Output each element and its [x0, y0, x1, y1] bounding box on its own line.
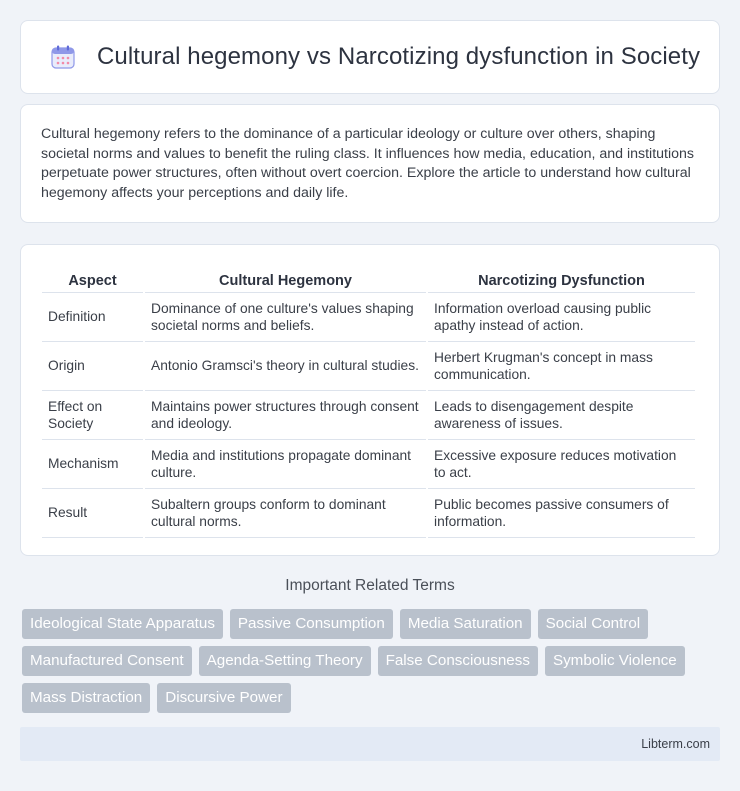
footer — [20, 727, 720, 761]
footer-site-link[interactable]: Libterm.com — [641, 737, 710, 751]
row-aspect: Result — [42, 489, 143, 538]
row-cultural-hegemony: Dominance of one culture's values shaping societal norms and beliefs. — [145, 293, 426, 342]
row-cultural-hegemony: Subaltern groups conform to dominant cultural norms. — [145, 489, 426, 538]
row-aspect: Definition — [42, 293, 143, 342]
related-term-tag[interactable]: Social Control — [538, 609, 649, 639]
related-terms-list — [22, 609, 722, 713]
row-aspect: Mechanism — [42, 440, 143, 489]
row-cultural-hegemony: Media and institutions propagate dominant culture. — [145, 440, 426, 489]
row-narcotizing-dysfunction: Herbert Krugman's concept in mass communication. — [428, 342, 695, 391]
related-term-tag[interactable]: Ideological State Apparatus — [22, 609, 223, 639]
related-term-tag[interactable]: Symbolic Violence — [545, 646, 685, 676]
intro-card — [20, 104, 720, 223]
calendar-icon — [49, 43, 77, 71]
intro-text: Cultural hegemony refers to the dominance of a particular ideology or culture over others, shaping societal norms and values to benefit the ruling class. It influences how media, education, and institutions perpetuate power structures, often without overt coercion. Explore the article to understand how cultural hegemony affects your perceptions and daily life. — [41, 126, 694, 201]
table-row — [42, 489, 695, 538]
row-narcotizing-dysfunction: Leads to disengagement despite awareness of issues. — [428, 391, 695, 440]
table-header-row — [42, 265, 695, 293]
related-term-tag[interactable]: Mass Distraction — [22, 683, 150, 713]
related-terms-heading: Important Related Terms — [285, 577, 455, 594]
row-narcotizing-dysfunction: Information overload causing public apathy instead of action. — [428, 293, 695, 342]
row-cultural-hegemony: Maintains power structures through consent and ideology. — [145, 391, 426, 440]
row-aspect: Origin — [42, 342, 143, 391]
related-term-tag[interactable]: Discursive Power — [157, 683, 290, 713]
row-aspect: Effect on Society — [42, 391, 143, 440]
comparison-table-card — [20, 244, 720, 556]
related-term-tag[interactable]: Passive Consumption — [230, 609, 393, 639]
row-cultural-hegemony: Antonio Gramsci's theory in cultural studies. — [145, 342, 426, 391]
page-title: Cultural hegemony vs Narcotizing dysfunction in Society — [97, 43, 701, 70]
related-term-tag[interactable]: Media Saturation — [400, 609, 531, 639]
comparison-table — [40, 265, 697, 538]
related-term-tag[interactable]: Agenda-Setting Theory — [199, 646, 371, 676]
related-term-tag[interactable]: False Consciousness — [378, 646, 538, 676]
table-row — [42, 342, 695, 391]
header-cultural-hegemony: Cultural Hegemony — [145, 265, 426, 293]
title-card — [20, 20, 720, 94]
table-row — [42, 391, 695, 440]
row-narcotizing-dysfunction: Excessive exposure reduces motivation to act. — [428, 440, 695, 489]
table-row — [42, 293, 695, 342]
header-aspect: Aspect — [42, 265, 143, 293]
row-narcotizing-dysfunction: Public becomes passive consumers of information. — [428, 489, 695, 538]
header-narcotizing-dysfunction: Narcotizing Dysfunction — [428, 265, 695, 293]
related-term-tag[interactable]: Manufactured Consent — [22, 646, 192, 676]
table-row — [42, 440, 695, 489]
